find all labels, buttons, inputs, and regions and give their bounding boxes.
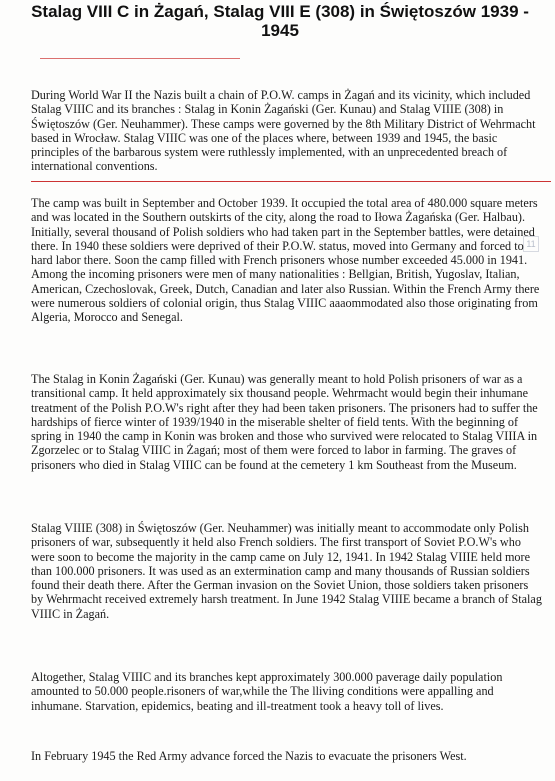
paragraph-intro: During World War II the Nazis built a chain of P.O.W. camps in Żagań and its vicinity, which included Stalag VIIIC and its branches : Stalag in Konin Żagański (Ger. Kunau) and Stalag VIIIE (308) in Świętoszów (Ger. Neuhammer). These camps were governed by the 8th Military District of Wehrmacht based in Wrocław. Stalag VIIIC was one of the places where, between 1939 and 1945, the basic principles of the barbarous system were ruthlessly implemented, with an unprecedented breach of international conventions. xyxy=(31,88,536,174)
paragraph-swietoszow: Stalag VIIIE (308) in Świętoszów (Ger. Neuhammer) was initially meant to accommodate only Polish prisoners of war, subsequently it held also French soldiers. The first transport of Soviet P.O.W's who were soon to become the majority in the camp came on July 12, 1941. In 1942 Stalag VIIIE held more than 100.000 prisoners. It was used as an extermination camp and many thousands of Russian soldiers found their death there. After the German invasion on the Soviet Union, those soldiers taken prisoners by Wehrmacht received extremely harsh treatment. In June 1942 Stalag VIIIE became a branch of Stalag VIIIC in Żagań. xyxy=(31,521,542,621)
page-title: Stalag VIII C in Żagań, Stalag VIII E (308) in Świętoszów 1939 - 1945 xyxy=(31,2,529,40)
paragraph-konin: The Stalag in Konin Żagański (Ger. Kunau) was generally meant to hold Polish prisoners of war as a transitional camp. It held approximately six thousand people. Wehrmacht would begin their inhumane treatment of the Polish P.O.W's right after they had been taken prisoners. The prisoners had to suffer the hardships of fierce winter of 1939/1940 in the miserable shelter of field tents. With the beginning of spring in 1940 the camp in Konin was broken and those who survived were relocated to Stalag VIIIA in Zgorzelec or to Stalag VIIIC in Żagań; most of them were forced to labor in farming. The graves of prisoners who died in Stalag VIIIC can be found at the cemetery 1 km Southeast from the Museum. xyxy=(31,372,538,472)
paragraph-evacuation: In February 1945 the Red Army advance forced the Nazis to evacuate the prisoners West. xyxy=(31,749,467,763)
paragraph-camp-built: The camp was built in September and October 1939. It occupied the total area of 480.000 square meters and was located in the Southern outskirts of the city, along the road to Iłowa Żagańska (Ger. Halbau). Initially, several thousand of Polish soldiers who had taken part in the September battles, were detained there. In 1940 these soldiers were deprived of their P.O.W. status, moved into Germany and forced to hard labor there. Soon the camp filled with French prisoners whose number exceeded 45.000 in 1941. Among the incoming prisoners were men of many nationalities : Bellgian, British, Yugoslav, Italian, American, Czechoslovak, Greek, Dutch, Canadian and later also Russian. Within the French Army there were numerous soldiers of colonial origin, thus Stalag VIIIC aaaommodated also those originating from Algeria, Morocco and Senegal. xyxy=(31,196,540,325)
margin-mark: 11 xyxy=(523,236,539,252)
paragraph-altogether: Altogether, Stalag VIIIC and its branches kept approximately 300.000 paverage daily population amounted to 50.000 people.risoners of war,while the The lliving conditions were appalling and inhumane. Starvation, epidemics, beating and ill-treatment took a heavy toll of lives. xyxy=(31,670,503,713)
title-underline xyxy=(40,58,240,59)
red-underline-mark xyxy=(31,181,551,182)
